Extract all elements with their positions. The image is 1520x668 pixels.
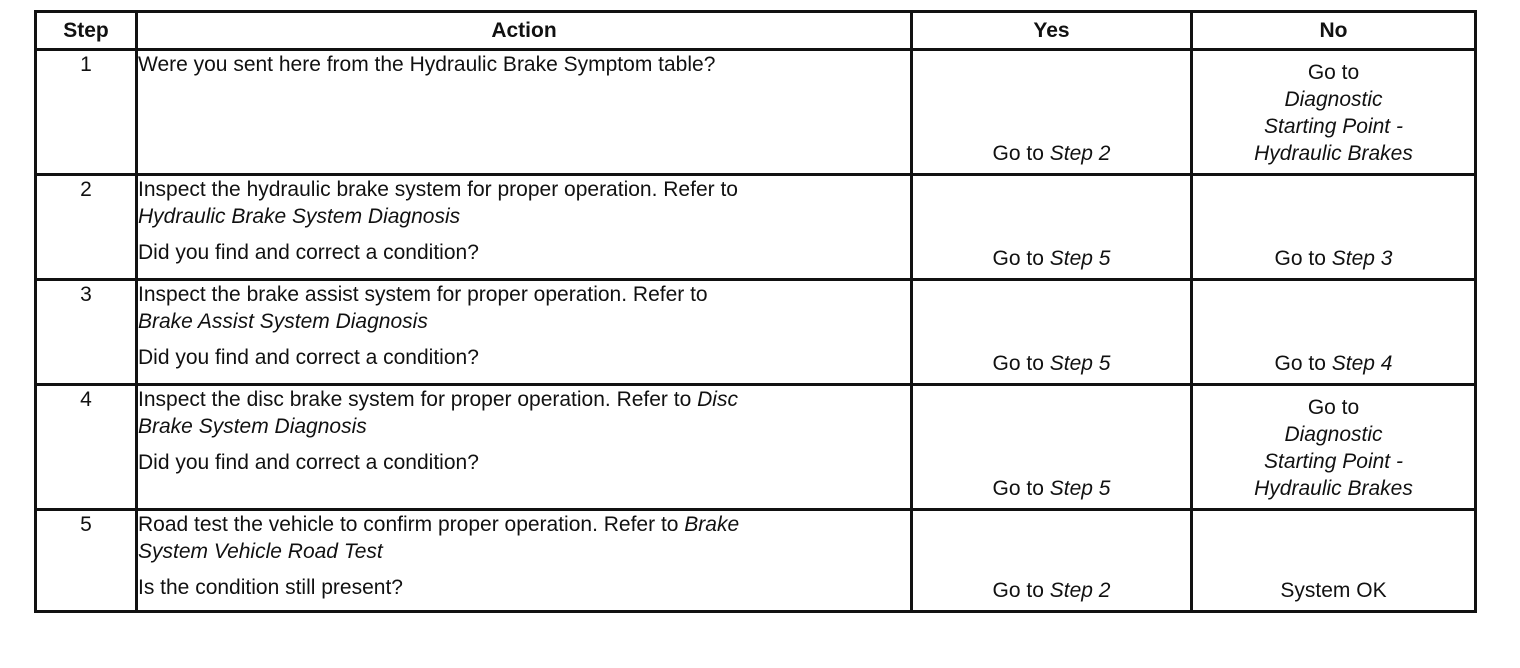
action-question: Did you find and correct a condition? [138,346,479,369]
no-prefix: Go to [1307,61,1360,84]
no-cell [1192,50,1476,175]
yes-prefix: Go to [992,352,1050,375]
no-result: System OK [1280,579,1387,602]
no-prefix: Go to [1274,352,1332,375]
step-number: 1 [36,50,137,175]
yes-cell [912,280,1192,385]
no-target-link[interactable]: Step 4 [1331,352,1393,375]
yes-cell [912,510,1192,612]
header-step: Step [36,12,137,50]
action-reference-link[interactable]: Brake Assist System Diagnosis [138,310,428,333]
action-reference-link[interactable]: Disc [697,388,738,411]
no-result [1193,51,1474,167]
yes-target-link[interactable]: Step 5 [1049,352,1111,375]
yes-cell [912,175,1192,280]
yes-result [913,577,1190,604]
step-number: 5 [36,510,137,612]
header-action: Action [137,12,912,50]
table-row [36,175,1476,280]
yes-prefix: Go to [992,142,1050,165]
no-cell [1192,280,1476,385]
action-text-line [138,386,910,413]
yes-cell [912,385,1192,510]
no-prefix: Go to [1307,396,1360,419]
no-target-link-line2[interactable]: Starting Point - [1264,115,1403,138]
no-result [1193,386,1474,502]
yes-result [913,140,1190,167]
no-result [1193,245,1474,272]
action-cell [137,50,912,175]
action-cell [137,510,912,612]
table-row [36,510,1476,612]
action-cell [137,385,912,510]
no-target-link-line2[interactable]: Starting Point - [1264,450,1403,473]
yes-prefix: Go to [992,247,1050,270]
action-text-line [138,511,910,538]
step-number: 3 [36,280,137,385]
yes-prefix: Go to [992,579,1050,602]
action-cell [137,175,912,280]
no-target-link[interactable]: Diagnostic [1284,423,1383,446]
yes-target-link[interactable]: Step 2 [1049,579,1111,602]
no-target-link-line3[interactable]: Hydraulic Brakes [1254,142,1413,165]
action-reference-link[interactable]: Hydraulic Brake System Diagnosis [138,205,461,228]
yes-target-link[interactable]: Step 5 [1049,477,1111,500]
no-target-link-line3[interactable]: Hydraulic Brakes [1254,477,1413,500]
no-prefix: Go to [1274,247,1332,270]
header-no: No [1192,12,1476,50]
action-text: Inspect the brake assist system for proper operation. Refer to [138,283,708,306]
action-text: Inspect the disc brake system for proper operation. Refer to [138,388,692,411]
table-row [36,50,1476,175]
step-number: 4 [36,385,137,510]
header-row [36,12,1476,50]
action-reference-link-line2[interactable]: System Vehicle Road Test [138,540,383,563]
yes-prefix: Go to [992,477,1050,500]
no-result [1193,350,1474,377]
no-target-link[interactable]: Step 3 [1331,247,1393,270]
yes-cell [912,50,1192,175]
action-cell [137,280,912,385]
action-question: Did you find and correct a condition? [138,451,479,474]
no-cell [1192,385,1476,510]
action-reference-link-line2[interactable]: Brake System Diagnosis [138,415,367,438]
action-question: Is the condition still present? [138,576,403,599]
action-text: Were you sent here from the Hydraulic Brake Symptom table? [138,53,716,76]
table-row [36,280,1476,385]
no-target-link[interactable]: Diagnostic [1284,88,1383,111]
header-yes: Yes [912,12,1192,50]
table-row [36,385,1476,510]
yes-target-link[interactable]: Step 2 [1049,142,1111,165]
action-question: Did you find and correct a condition? [138,241,479,264]
step-number: 2 [36,175,137,280]
diagnostic-table [34,10,1477,613]
yes-result [913,245,1190,272]
yes-target-link[interactable]: Step 5 [1049,247,1111,270]
yes-result [913,475,1190,502]
no-cell [1192,510,1476,612]
no-cell [1192,175,1476,280]
action-text: Inspect the hydraulic brake system for proper operation. Refer to [138,178,738,201]
yes-result [913,350,1190,377]
action-reference-link[interactable]: Brake [684,513,740,536]
action-text: Road test the vehicle to confirm proper operation. Refer to [138,513,679,536]
